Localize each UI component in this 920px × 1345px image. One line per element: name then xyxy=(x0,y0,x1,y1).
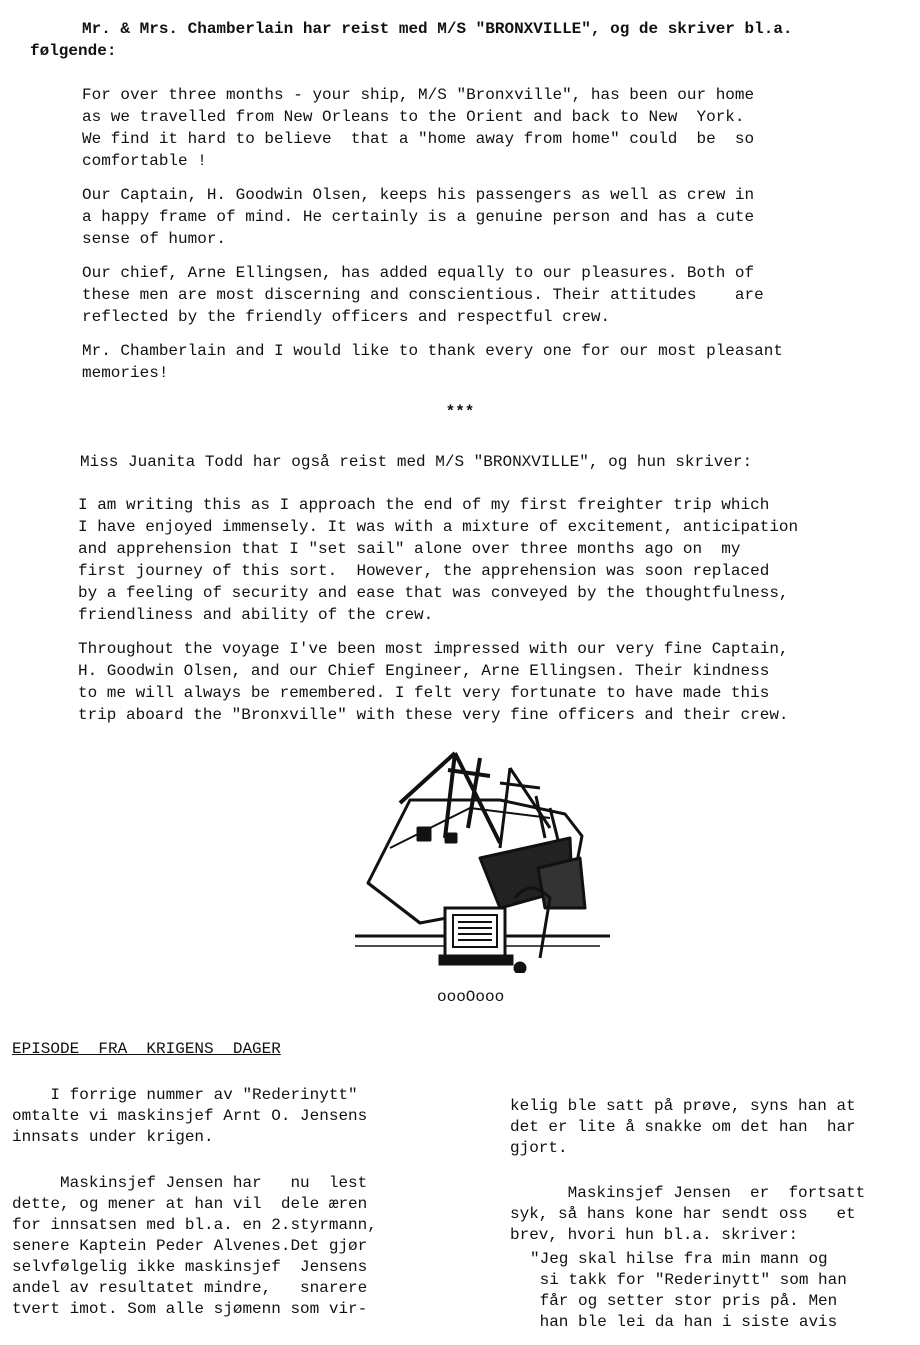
computer-terminal xyxy=(440,908,512,964)
text-line: reflected by the friendly officers and respectful crew. xyxy=(82,308,611,326)
text-line: brev, hvori hun bl.a. skriver: xyxy=(510,1226,799,1244)
text-line: syk, så hans kone har sendt oss et xyxy=(510,1205,856,1223)
letter1-paragraph xyxy=(82,184,754,250)
text-line: "Jeg skal hilse fra min mann og xyxy=(530,1250,828,1268)
text-line: first journey of this sort. However, the apprehension was soon replaced xyxy=(78,562,770,580)
text-line: si takk for "Rederinytt" som han xyxy=(530,1271,847,1289)
text-line: får og setter stor pris på. Men xyxy=(530,1292,838,1310)
letter2-paragraph xyxy=(78,494,798,626)
letter2-intro: Miss Juanita Todd har også reist med M/S "BRONXVILLE", og hun skriver: xyxy=(80,453,753,471)
text-line: by a feeling of security and ease that was conveyed by the thoughtfulness, xyxy=(78,584,789,602)
text-line: Mr. Chamberlain and I would like to thank every one for our most pleasant xyxy=(82,342,783,360)
text-line: Maskinsjef Jensen har nu lest xyxy=(12,1174,368,1192)
text-line: trip aboard the "Bronxville" with these very fine officers and their crew. xyxy=(78,706,789,724)
text-line: tvert imot. Som alle sjømenn som vir- xyxy=(12,1300,368,1318)
text-line: Throughout the voyage I've been most impressed with our very fine Captain, xyxy=(78,640,789,658)
text-line: H. Goodwin Olsen, and our Chief Engineer, Arne Ellingsen. Their kindness xyxy=(78,662,770,680)
text-line: a happy frame of mind. He certainly is a genuine person and has a cute xyxy=(82,208,755,226)
text-line: I am writing this as I approach the end of my first freighter trip which xyxy=(78,496,770,514)
intro-line: følgende: xyxy=(30,42,117,60)
text-line: senere Kaptein Peder Alvenes.Det gjør xyxy=(12,1237,368,1255)
intro-line: Mr. & Mrs. Chamberlain har reist med M/S "BRONXVILLE", og de skriver bl.a. xyxy=(82,20,793,38)
separator-stars: *** xyxy=(445,403,475,421)
text-line: as we travelled from New Orleans to the Orient and back to New York. xyxy=(82,108,745,126)
text-line: kelig ble satt på prøve, syns han at xyxy=(510,1097,856,1115)
text-line: innsats under krigen. xyxy=(12,1128,214,1146)
text-line: Our Captain, H. Goodwin Olsen, keeps his passengers as well as crew in xyxy=(82,186,755,204)
text-line: and apprehension that I "set sail" alone over three months ago on my xyxy=(78,540,741,558)
letter1-paragraph xyxy=(82,340,783,384)
ship-illustration xyxy=(350,748,615,973)
right-column xyxy=(510,1096,856,1159)
text-line: I forrige nummer av "Rederinytt" xyxy=(12,1086,358,1104)
text-line: selvfølgelig ikke maskinsjef Jensens xyxy=(12,1258,368,1276)
end-mark: oooOooo xyxy=(437,988,505,1006)
text-line: det er lite å snakke om det han har xyxy=(510,1118,856,1136)
text-line: For over three months - your ship, M/S "Bronxville", has been our home xyxy=(82,86,755,104)
text-line: andel av resultatet mindre, snarere xyxy=(12,1279,368,1297)
text-line: these men are most discerning and conscientious. Their attitudes are xyxy=(82,286,764,304)
text-line: dette, og mener at han vil dele æren xyxy=(12,1195,368,1213)
text-line: han ble lei da han i siste avis xyxy=(530,1313,838,1331)
text-line: comfortable ! xyxy=(82,152,207,170)
text-line: memories! xyxy=(82,364,169,382)
text-line: omtalte vi maskinsjef Arnt O. Jensens xyxy=(12,1107,368,1125)
left-column xyxy=(12,1173,377,1320)
letter2-paragraph xyxy=(78,638,789,726)
letter1-paragraph xyxy=(82,84,754,172)
text-line: for innsatsen med bl.a. en 2.styrmann, xyxy=(12,1216,377,1234)
section-heading: EPISODE FRA KRIGENS DAGER xyxy=(12,1040,281,1058)
text-line: to me will always be remembered. I felt very fortunate to have made this xyxy=(78,684,770,702)
text-line: We find it hard to believe that a "home away from home" could be so xyxy=(82,130,755,148)
letter1-intro xyxy=(30,18,793,62)
text-line: I have enjoyed immensely. It was with a mixture of excitement, anticipation xyxy=(78,518,799,536)
text-line: sense of humor. xyxy=(82,230,227,248)
text-line: Maskinsjef Jensen er fortsatt xyxy=(510,1184,866,1202)
quoted-letter xyxy=(530,1249,847,1333)
text-line: gjort. xyxy=(510,1139,568,1157)
left-column xyxy=(12,1085,367,1148)
letter1-paragraph xyxy=(82,262,764,328)
text-line: friendliness and ability of the crew. xyxy=(78,606,434,624)
right-column xyxy=(510,1183,865,1246)
text-line: Our chief, Arne Ellingsen, has added equally to our pleasures. Both of xyxy=(82,264,755,282)
